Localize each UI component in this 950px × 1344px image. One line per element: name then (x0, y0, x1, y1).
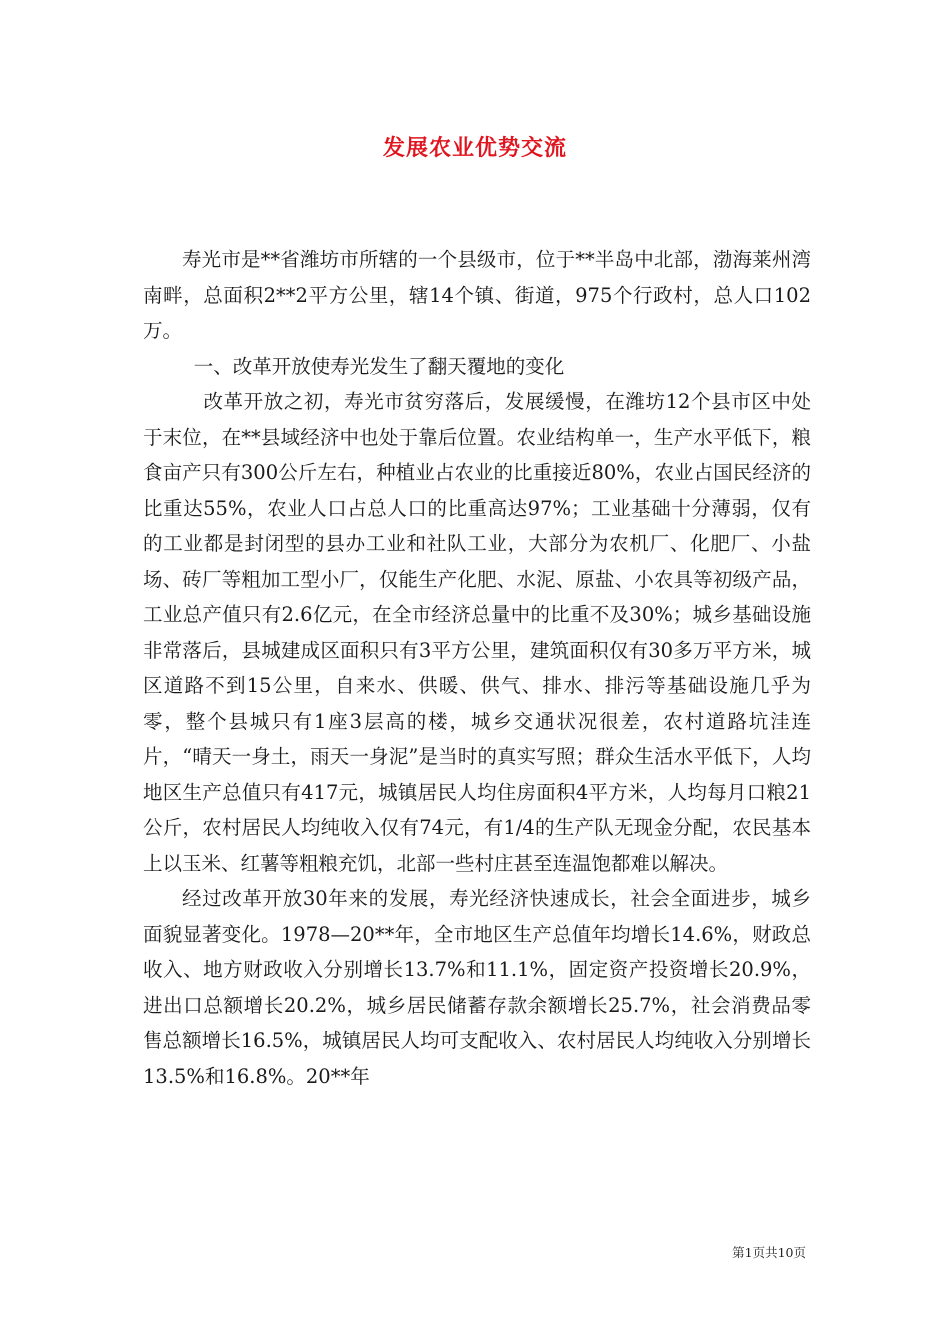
section-heading: 一、改革开放使寿光发生了翻天覆地的变化 (193, 354, 565, 378)
page-number-footer: 第1页共10页 (732, 1245, 806, 1260)
paragraph-before-reform: 改革开放之初，寿光市贫穷落后，发展缓慢，在潍坊12个县市区中处于末位，在**县域经济中也处于靠后位置。农业结构单一，生产水平低下，粮食亩产只有300公斤左右，种植业占农业的比重接近80%，农业占国民经济的比重达55%，农业人口占总人口的比重高达97%；工业基础十分薄弱，仅有的工业都是封闭型的县办工业和社队工业，大部分为农机厂、化肥厂、小盐场、砖厂等粗加工型小厂，仅能生产化肥、水泥、原盐、小农具等初级产品，工业总产值只有2.6亿元，在全市经济总量中的比重不及30%；城乡基础设施非常落后，县城建成区面积只有3平方公里，建筑面积仅有30多万平方米，城区道路不到15公里，自来水、供暖、供气、排水、排污等基础设施几乎为零，整个县城只有1座3层高的楼，城乡交通状况很差，农村道路坑洼连片，“晴天一身土，雨天一身泥”是当时的真实写照；群众生活水平低下，人均地区生产总值只有417元，城镇居民人均住房面积4平方米，人均每月口粮21公斤，农村居民人均纯收入仅有74元，有1/4的生产队无现金分配，农民基本上以玉米、红薯等粗粮充饥，北部一些村庄甚至连温饱都难以解决。 (143, 390, 811, 875)
document-title: 发展农业优势交流 (382, 135, 567, 161)
document-body (143, 242, 811, 1094)
paragraph-intro: 寿光市是**省潍坊市所辖的一个县级市，位于**半岛中北部，渤海莱州湾南畔，总面积2**2平方公里，辖14个镇、街道，975个行政村，总人口102万。 (143, 248, 811, 342)
paragraph-after-reform: 经过改革开放30年来的发展，寿光经济快速成长，社会全面进步，城乡面貌显著变化。1978—20**年，全市地区生产总值年均增长14.6%，财政总收入、地方财政收入分别增长13.7%和11.1%，固定资产投资增长20.9%，进出口总额增长20.2%，城乡居民储蓄存款余额增长25.7%，社会消费品零售总额增长16.5%，城镇居民人均可支配收入、农村居民人均纯收入分别增长13.5%和16.8%。20**年 (143, 887, 811, 1088)
